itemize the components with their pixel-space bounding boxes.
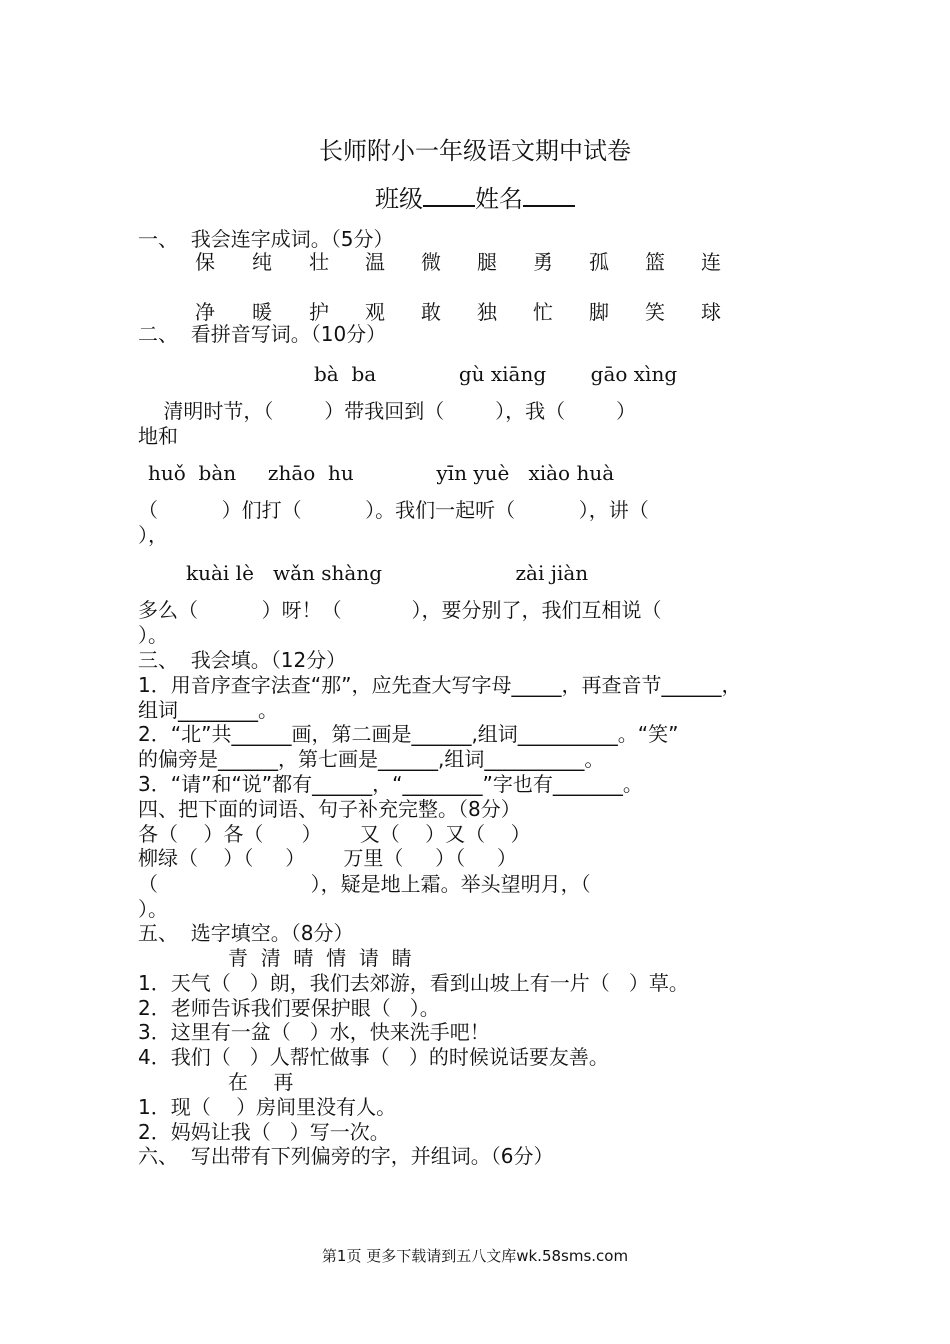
question-5-6: 2．妈妈让我（ ）写一次。 xyxy=(138,1120,390,1144)
section-6-heading: 六、 写出带有下列偏旁的字，并组词。（6分） xyxy=(138,1144,554,1168)
pinyin-line-2: huǒ bàn zhāo hu yīn yuè xiào huà xyxy=(148,461,615,485)
pinyin-line-1: bà ba gù xiāng gāo xìng xyxy=(314,362,678,386)
char: 腿 xyxy=(477,250,497,274)
char: 篮 xyxy=(645,250,665,274)
question-3-1: 1．用音序查字法查“那”，应先查大写字母_____，再查音节______， xyxy=(138,673,742,697)
name-blank xyxy=(523,185,575,207)
section-5-heading: 五、 选字填空。（8分） xyxy=(138,921,354,945)
char: 球 xyxy=(701,300,721,324)
char: 笑 xyxy=(645,300,665,324)
question-5-1: 1．天气（ ）朗，我们去郊游，看到山坡上有一片（ ）草。 xyxy=(138,971,689,995)
text-line-3: 多么（ ）呀！（ ），要分别了，我们互相说（ xyxy=(138,598,662,622)
question-5-2: 2．老师告诉我们要保护眼（ ）。 xyxy=(138,996,440,1020)
question-3-3: 3．“请”和“说”都有______，“________”字也有_______。 xyxy=(138,772,643,796)
text-line-3-wrap: ）。 xyxy=(138,623,168,647)
text-line-1-wrap: 地和 xyxy=(138,424,178,448)
char: 净 xyxy=(195,300,215,324)
text-line-1: 清明时节，（ ）带我回到（ ），我（ ） xyxy=(138,399,637,423)
question-5-3: 3．这里有一盆（ ）水，快来洗手吧！ xyxy=(138,1020,490,1044)
char: 忙 xyxy=(533,300,553,324)
text-line-2-wrap: ）， xyxy=(138,523,168,547)
student-info xyxy=(0,184,950,214)
char: 微 xyxy=(421,250,441,274)
char: 观 xyxy=(365,300,385,324)
question-5-4: 4．我们（ ）人帮忙做事（ ）的时候说话要友善。 xyxy=(138,1045,609,1069)
char: 勇 xyxy=(533,250,553,274)
question-4-2: 柳绿（ ）（ ） 万里（ ）（ ） xyxy=(138,846,517,870)
char: 敢 xyxy=(421,300,441,324)
question-3-1-wrap: 组词________。 xyxy=(138,698,278,722)
char: 护 xyxy=(309,300,329,324)
word-row-2 xyxy=(190,300,750,324)
char-choices-1: 青 清 晴 情 请 睛 xyxy=(228,946,412,970)
question-5-5: 1．现（ ）房间里没有人。 xyxy=(138,1095,397,1119)
class-blank xyxy=(423,185,475,207)
question-3-2-wrap: 的偏旁是______，第七画是______,组词__________。 xyxy=(138,747,605,771)
page-footer: 第1页 更多下载请到五八文库wk.58sms.com xyxy=(321,1247,629,1265)
text-line-2: （ ）们打（ ）。我们一起听（ ），讲（ xyxy=(138,498,649,522)
name-label: 姓名 xyxy=(475,185,523,213)
question-3-2: 2．“北”共______画，第二画是______,组词__________。“笑” xyxy=(138,722,679,746)
section-3-heading: 三、 我会填。（12分） xyxy=(138,648,347,672)
char: 纯 xyxy=(252,250,272,274)
section-4-heading: 四、把下面的词语、句子补充完整。（8分） xyxy=(138,797,521,821)
section-1-heading: 一、 我会连字成词。（5分） xyxy=(138,227,394,251)
char: 暖 xyxy=(252,300,272,324)
question-4-3: （ ），疑是地上霜。举头望明月，（ xyxy=(138,872,591,896)
char: 孤 xyxy=(589,250,609,274)
question-4-1: 各（ ）各（ ） 又（ ）又（ ） xyxy=(138,822,531,846)
char: 壮 xyxy=(309,250,329,274)
question-4-3-wrap: ）。 xyxy=(138,897,168,921)
pinyin-line-3: kuài lè wǎn shàng zài jiàn xyxy=(186,561,589,585)
char: 独 xyxy=(477,300,497,324)
char: 连 xyxy=(701,250,721,274)
section-2-heading: 二、 看拼音写词。（10分） xyxy=(138,322,387,346)
char: 保 xyxy=(195,250,215,274)
word-row-1 xyxy=(190,250,750,274)
char-choices-2: 在 再 xyxy=(228,1070,294,1094)
char: 脚 xyxy=(589,300,609,324)
page-title: 长师附小一年级语文期中试卷 xyxy=(319,137,631,165)
char: 温 xyxy=(365,250,385,274)
class-label: 班级 xyxy=(375,185,423,213)
